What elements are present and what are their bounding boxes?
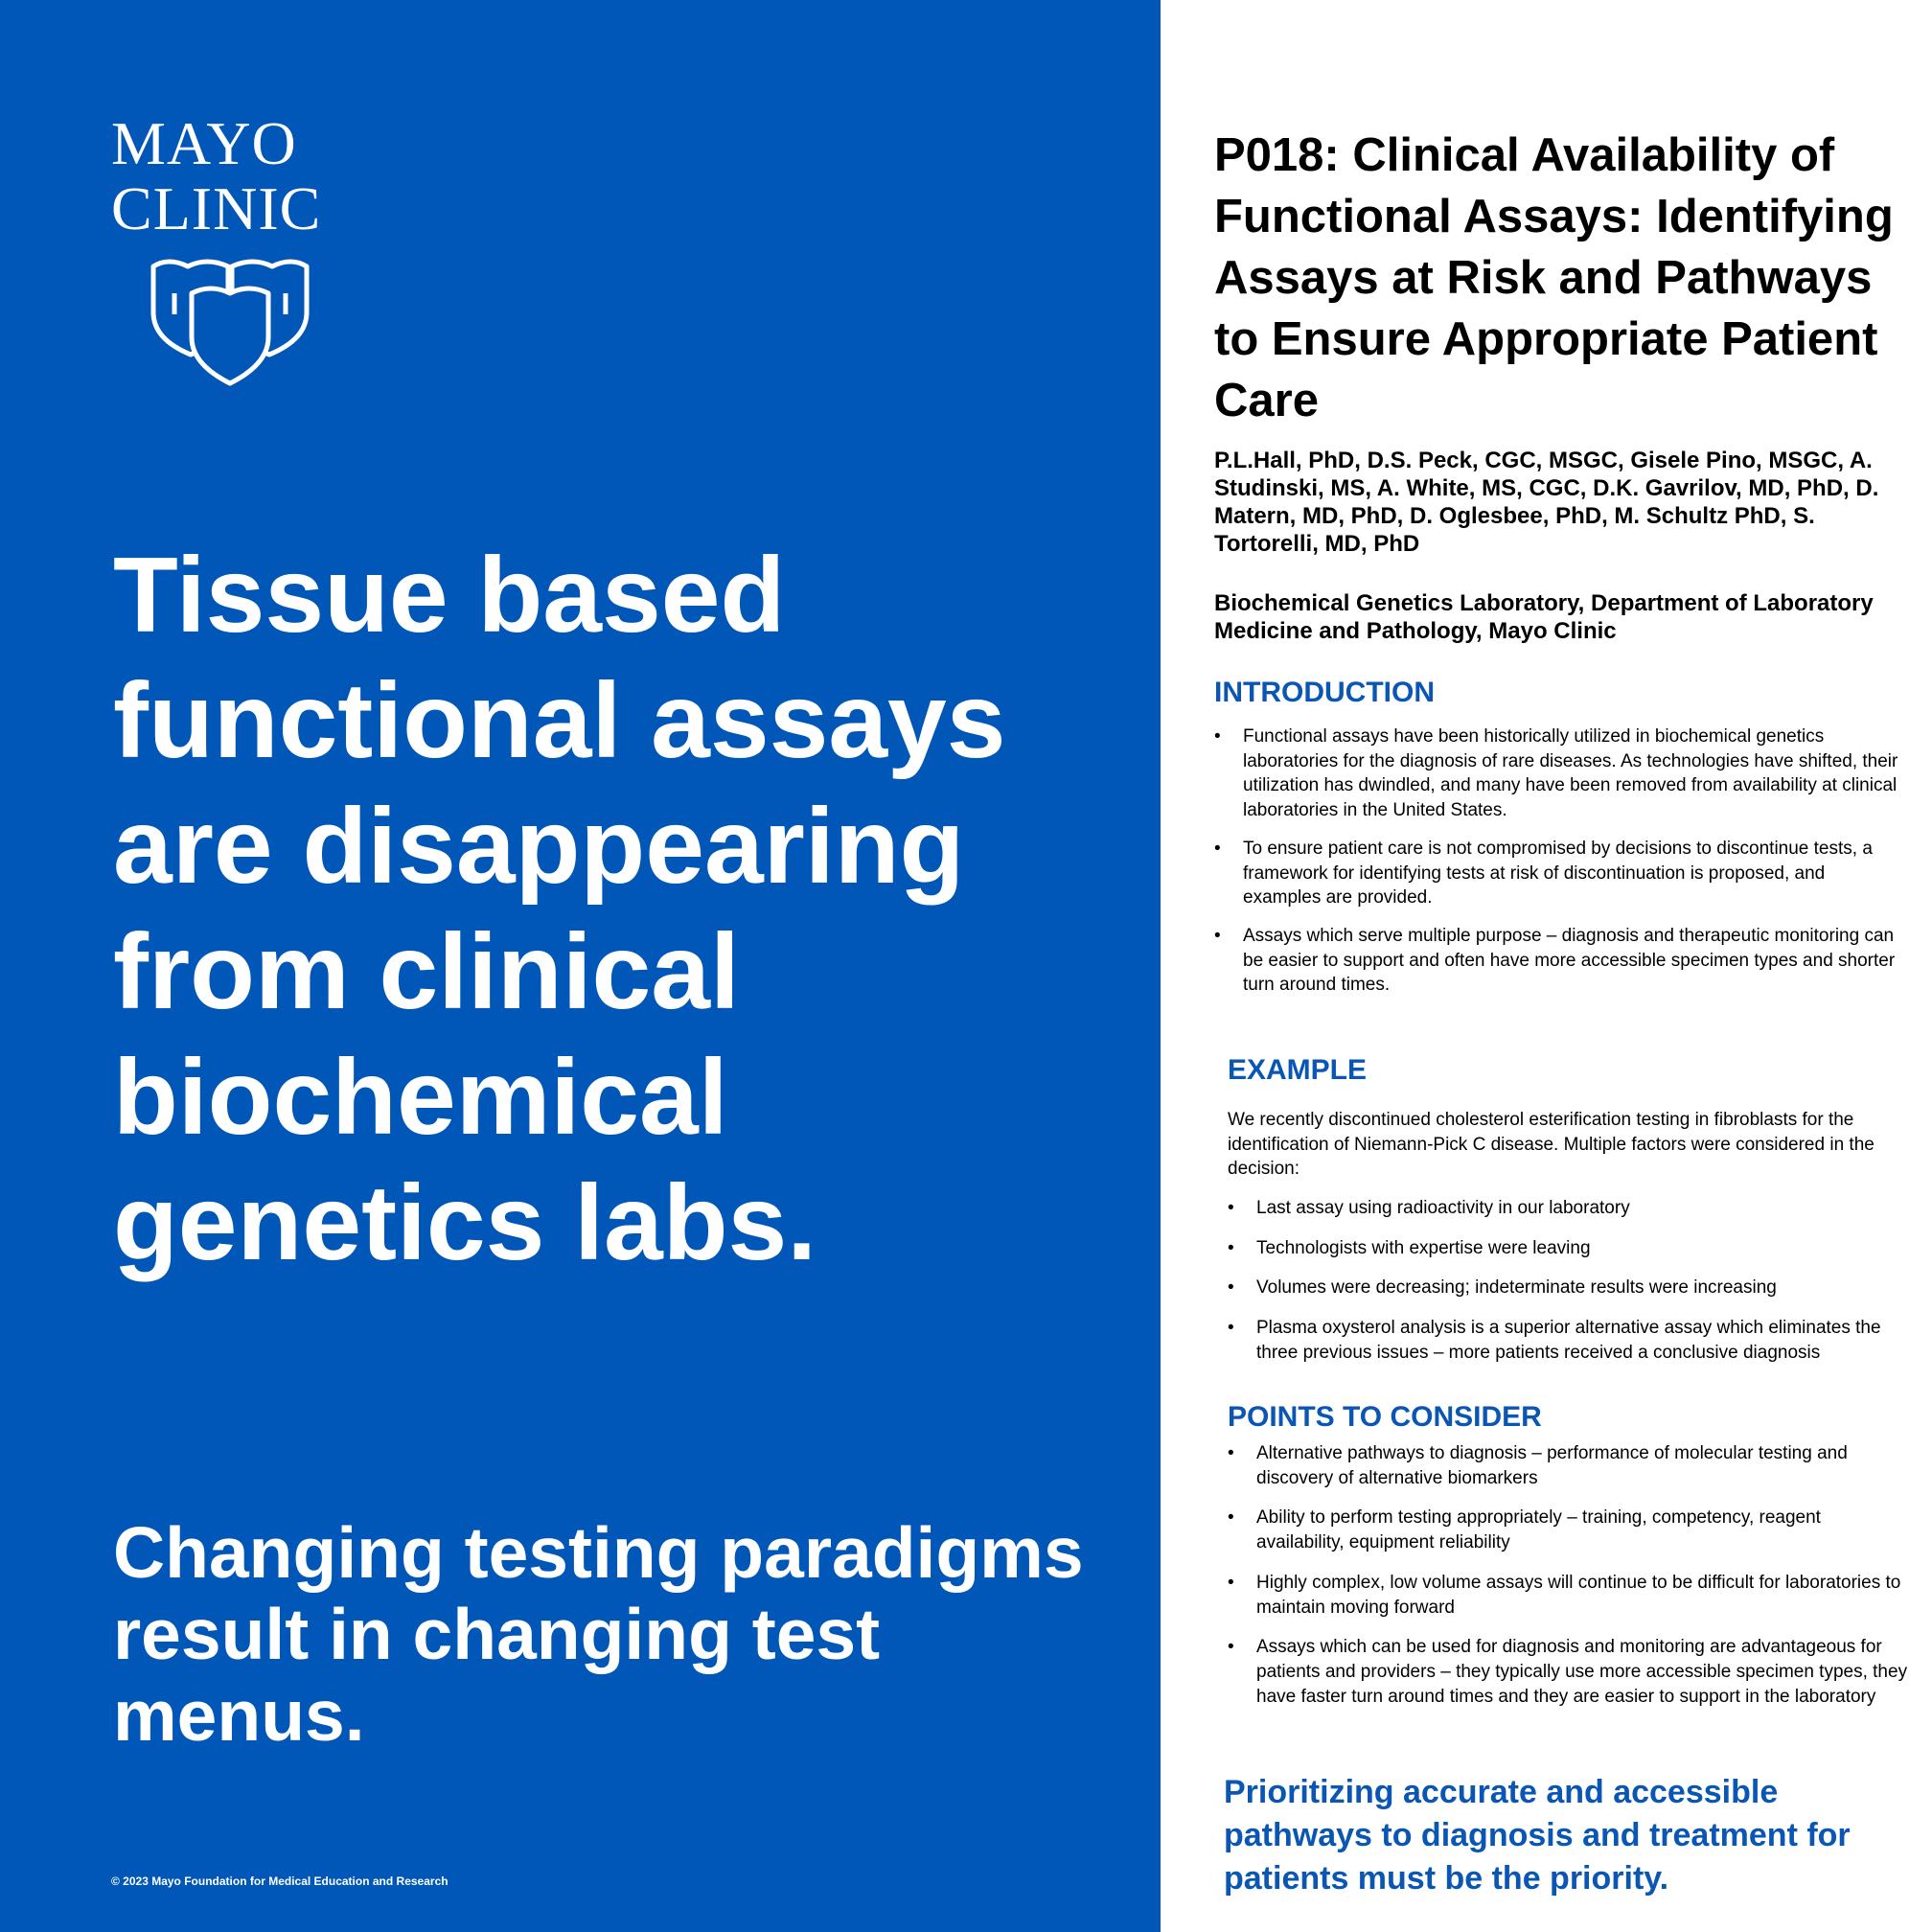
sub-headline: Changing testing paradigms result in changing test menus. [113,1512,1084,1756]
introduction-heading: INTRODUCTION [1214,677,1435,708]
author-list: P.L.Hall, PhD, D.S. Peck, CGC, MSGC, Gisele Pino, MSGC, A. Studinski, MS, A. White, MS, CGC, D.K. Gavrilov, MD, PhD, D. Matern, MD, PhD, D. Oglesbee, PhD, M. Schultz PhD, S. Tortorelli, MD, PhD [1214,448,1879,557]
list-item: • Assays which serve multiple purpose – diagnosis and therapeutic monitoring can be easier to support and often have more accessible specimen types and shorter turn around times. [1214,924,1904,998]
main-headline: Tissue based functional assays are disappearing from clinical biochemical genetics labs. [113,536,1006,1282]
copyright-notice: © 2023 Mayo Foundation for Medical Education and Research [111,1874,448,1888]
mayo-shield-icon [150,255,310,387]
example-heading: EXAMPLE [1228,1054,1368,1086]
example-list [1228,1196,1904,1366]
list-item: • Ability to perform testing appropriately – training, competency, reagent availability, equipment reliability [1228,1506,1913,1554]
list-item: • Technologists with expertise were leaving [1228,1236,1904,1261]
list-item: • Functional assays have been historically utilized in biochemical genetics laboratories for the diagnosis of rare diseases. As technologies have shifted, their utilization has dwindled, and many have been removed from availability at clinical laboratories in the United States. [1214,724,1904,823]
list-item: • Assays which can be used for diagnosis and monitoring are advantageous for patients and providers – they typically use more accessible specimen types, they have faster turn around times and they are easier to support in the laboratory [1228,1635,1913,1709]
logo-line-2: CLINIC [111,174,322,242]
list-item: • Volumes were decreasing; indeterminate results were increasing [1228,1276,1904,1300]
list-item: • To ensure patient care is not compromised by decisions to discontinue tests, a framework for identifying tests at risk of discontinuation is proposed, and examples are provided. [1214,837,1904,910]
conclusion-statement: Prioritizing accurate and accessible pathways to diagnosis and treatment for patients must be the priority. [1224,1774,1851,1897]
points-list [1228,1441,1913,1709]
list-item: • Last assay using radioactivity in our laboratory [1228,1196,1904,1221]
list-item: • Plasma oxysterol analysis is a superior alternative assay which eliminates the three previous issues – more patients received a conclusive diagnosis [1228,1316,1904,1365]
introduction-list [1214,724,1904,998]
points-heading: POINTS TO CONSIDER [1228,1401,1542,1433]
logo-line-1: MAYO [111,109,297,177]
list-item: • Highly complex, low volume assays will continue to be difficult for laboratories to maintain moving forward [1228,1571,1913,1620]
mayo-clinic-logo [111,111,360,242]
example-paragraph: We recently discontinued cholesterol esterification testing in fibroblasts for the identification of Niemann-Pick C disease. Multiple factors were considered in the decision: [1228,1110,1874,1180]
list-item: • Alternative pathways to diagnosis – performance of molecular testing and discovery of alternative biomarkers [1228,1441,1913,1490]
right-panel [1161,0,1932,1932]
poster-title: P018: Clinical Availability of Functional Assays: Identifying Assays at Risk and Pathways to Ensure Appropriate Patient Care [1214,129,1894,426]
affiliation: Biochemical Genetics Laboratory, Department of Laboratory Medicine and Pathology, Mayo Clinic [1214,590,1874,644]
